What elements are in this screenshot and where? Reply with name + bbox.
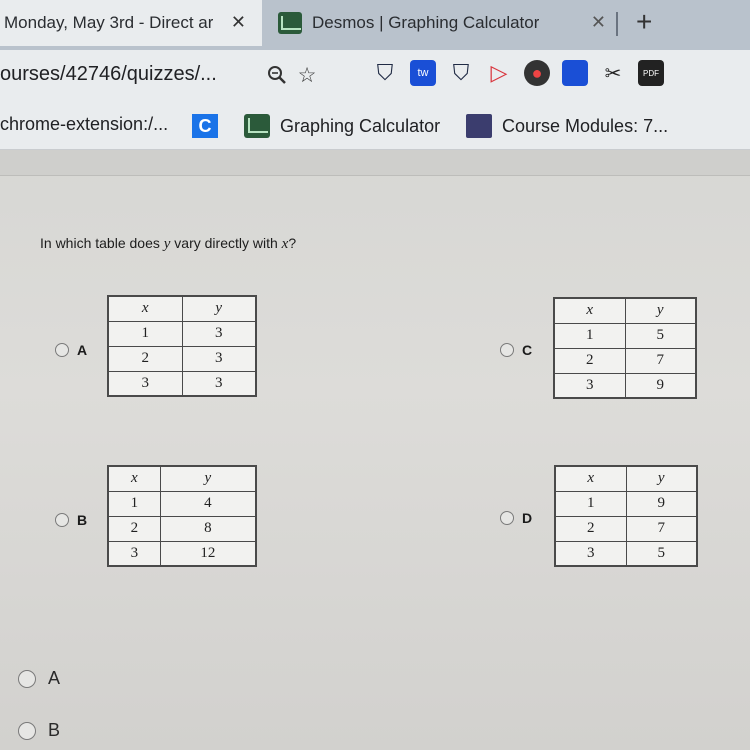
bookmark-label: chrome-extension:/...: [0, 114, 169, 134]
cell: 4: [160, 491, 256, 516]
page-header-band: [0, 150, 750, 176]
tab-quiz[interactable]: [0, 0, 262, 46]
cell: 3: [108, 541, 160, 566]
var-y: y: [163, 236, 171, 252]
option-b-letter: B: [77, 512, 88, 528]
option-d-letter: D: [522, 510, 533, 526]
header-x: x: [555, 466, 626, 491]
bookmark-c[interactable]: [192, 114, 226, 138]
tab-strip: [0, 0, 750, 50]
scissors-icon[interactable]: ✂: [604, 62, 622, 85]
answer-label-a: A: [48, 668, 61, 688]
cell: 3: [108, 371, 182, 396]
cell: 3: [182, 371, 256, 396]
shield-icon[interactable]: ⛉: [376, 60, 394, 85]
answer-label-b: B: [48, 720, 61, 740]
var-x: x: [281, 236, 289, 252]
video-icon[interactable]: ▷: [490, 60, 508, 85]
header-x: x: [108, 296, 182, 321]
header-y: y: [626, 466, 697, 491]
flag-icon[interactable]: [562, 60, 588, 86]
radio-a[interactable]: [55, 343, 69, 357]
shield-icon[interactable]: ⛉: [452, 60, 470, 85]
question-text: In which table does y vary directly with x?: [40, 235, 297, 252]
cell: 2: [108, 346, 182, 371]
pdf-icon[interactable]: PDF: [638, 60, 664, 86]
close-icon[interactable]: ✕: [230, 12, 246, 32]
option-c[interactable]: [500, 342, 532, 358]
cell: 8: [160, 516, 256, 541]
tab-separator: [616, 12, 618, 36]
answer-radio-a[interactable]: [18, 670, 36, 688]
bookmark-label: Course Modules: 7...: [502, 115, 669, 136]
zoom-icon[interactable]: [262, 60, 292, 90]
cell: 5: [625, 323, 696, 348]
desmos-icon: [278, 12, 302, 34]
cell: 7: [625, 348, 696, 373]
course-icon: [466, 114, 492, 138]
desmos-icon: [244, 114, 270, 138]
answer-choice-b[interactable]: [18, 720, 60, 741]
option-d[interactable]: [500, 510, 532, 526]
new-tab-button[interactable]: +: [636, 6, 653, 37]
header-y: y: [625, 298, 696, 323]
address-bar-row: [0, 50, 750, 102]
bookmark-course-modules[interactable]: [466, 114, 668, 138]
header-x: x: [108, 466, 160, 491]
table-b: [107, 465, 257, 567]
header-y: y: [182, 296, 256, 321]
cell: 3: [182, 346, 256, 371]
radio-b[interactable]: [55, 513, 69, 527]
address-input[interactable]: ourses/42746/quizzes/...: [0, 63, 217, 85]
option-c-letter: C: [522, 342, 533, 358]
cell: 1: [108, 491, 160, 516]
star-icon[interactable]: ☆: [297, 63, 317, 87]
cell: 1: [554, 323, 625, 348]
tab-quiz-title: Monday, May 3rd - Direct ar: [4, 13, 214, 32]
header-y: y: [160, 466, 256, 491]
camera-icon[interactable]: ●: [524, 60, 550, 86]
cell: 7: [626, 516, 697, 541]
table-c: [553, 297, 697, 399]
table-d: [554, 465, 698, 567]
bookmark-chrome-extension[interactable]: [0, 114, 168, 135]
answer-radio-b[interactable]: [18, 722, 36, 740]
cell: 1: [555, 491, 626, 516]
quiz-page: [0, 150, 750, 750]
option-a-letter: A: [77, 342, 88, 358]
cell: 5: [626, 541, 697, 566]
cell: 3: [182, 321, 256, 346]
bookmark-graphing-calculator[interactable]: [244, 114, 440, 138]
close-icon[interactable]: ✕: [590, 12, 606, 32]
bookmark-label: Graphing Calculator: [280, 115, 441, 136]
table-a: [107, 295, 257, 397]
bookmarks-bar: [0, 102, 750, 150]
option-b[interactable]: [55, 512, 87, 528]
cell: 2: [555, 516, 626, 541]
cell: 9: [626, 491, 697, 516]
c-icon: C: [192, 114, 218, 138]
cell: 3: [555, 541, 626, 566]
cell: 12: [160, 541, 256, 566]
cell: 2: [108, 516, 160, 541]
cell: 1: [108, 321, 182, 346]
tab-desmos-title: Desmos | Graphing Calculator: [312, 13, 540, 32]
tab-desmos[interactable]: [264, 0, 624, 46]
cell: 3: [554, 373, 625, 398]
extension-icon[interactable]: tw: [410, 60, 436, 86]
radio-d[interactable]: [500, 511, 514, 525]
option-a[interactable]: [55, 342, 87, 358]
answer-choice-a[interactable]: [18, 668, 60, 689]
cell: 9: [625, 373, 696, 398]
header-x: x: [554, 298, 625, 323]
radio-c[interactable]: [500, 343, 514, 357]
cell: 2: [554, 348, 625, 373]
